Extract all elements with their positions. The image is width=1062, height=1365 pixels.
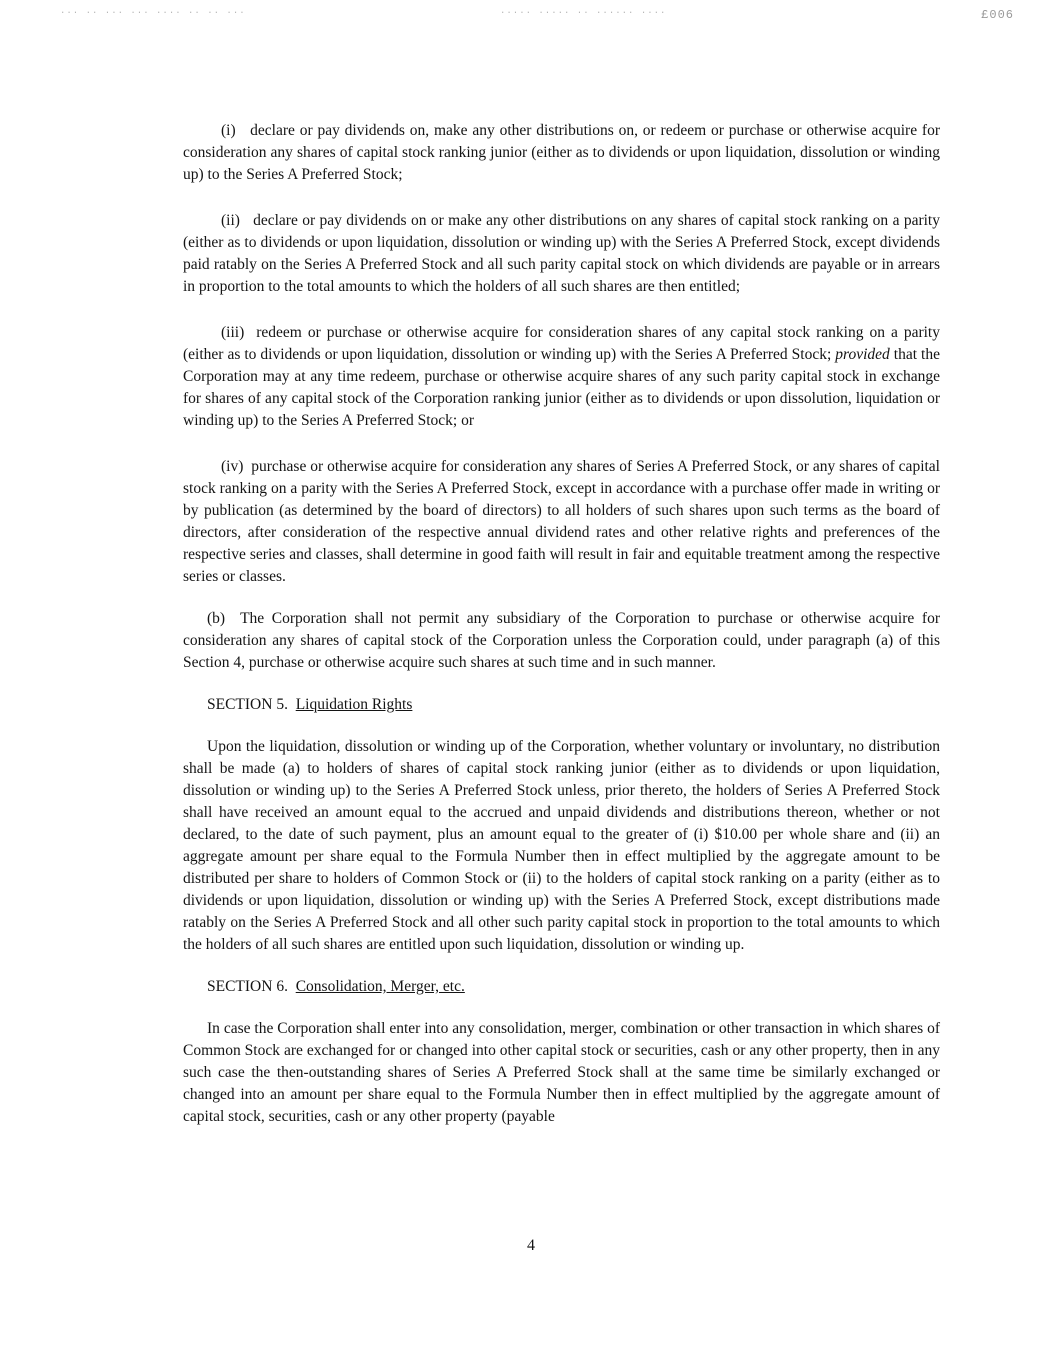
section-6-heading xyxy=(183,976,940,998)
section-6-body: In case the Corporation shall enter into any consolidation, merger, combination or other transaction in which shares of Common Stock are exchanged for or changed into other capital stock or securities, cash or any other property, then in any such case the then-outstanding shares of Series A Preferred Stock shall at the same time be similarly exchanged or changed into an amount per share equal to the Formula Number then in effect multiplied by the aggregate amount of capital stock, securities, cash or any other property (payable xyxy=(183,1020,940,1125)
clause-iii xyxy=(183,322,940,432)
section-6-label: SECTION 6. xyxy=(207,978,296,995)
clause-i: (i) declare or pay dividends on, make any other distributions on, or redeem or purchase or otherwise acquire for consideration any shares of capital stock ranking junior (either as to dividends or upon liquidation, dissolution or winding up) to the Series A Preferred Stock; xyxy=(183,122,940,183)
document-page xyxy=(183,120,940,1128)
section-5-label: SECTION 5. xyxy=(207,696,296,713)
clause-iii-provided: provided xyxy=(835,346,890,363)
clause-iv: (iv) purchase or otherwise acquire for consideration any shares of Series A Preferred Stock, or any shares of capital stock ranking on a parity with the Series A Preferred Stock, except in accordance with a purchase offer made in writing or by publication (as determined by the board of directors) to all holders of such shares upon such terms as the board of directors, after consideration of the respective annual dividend rates and other relative rights and preferences of the respective series and classes, shall determine in good faith will result in fair and equitable treatment among the respective series or classes. xyxy=(183,458,940,585)
clause-ii: (ii) declare or pay dividends on or make any other distributions on any shares of capital stock ranking on a parity (either as to dividends or upon liquidation, dissolution or winding up) with the Series A Preferred Stock, except dividends paid ratably on the Series A Preferred Stock and all such parity capital stock on which dividends are payable or in arrears in proportion to the total amounts to which the holders of all such shares are then entitled; xyxy=(183,212,940,295)
section-5-heading xyxy=(183,694,940,716)
clause-iii-text-after: that the Corporation may at any time redeem, purchase or otherwise acquire shares of any such parity capital stock in exchange for shares of any capital stock of the Corporation ranking junior (either as to dividends or upon dissolution, liquidation or winding up) to the Series A Preferred Stock; or xyxy=(183,346,940,429)
section-5-body: Upon the liquidation, dissolution or winding up of the Corporation, whether voluntary or involuntary, no distribution shall be made (a) to holders of shares of capital stock ranking junior (either as to dividends or upon liquidation, dissolution or winding up) to the Series A Preferred Stock unless, prior thereto, the holders of Series A Preferred Stock shall have received an amount equal to the accrued and unpaid dividends and distributions thereon, whether or not declared, to the date of such payment, plus an amount equal to the greater of (i) $10.00 per whole share and (ii) an aggregate amount per share equal to the Formula Number then in effect multiplied by the aggregate amount to be distributed per share to holders of Common Stock or (ii) to the holders of capital stock ranking on a parity (either as to dividends or upon liquidation, dissolution or winding up) with the Series A Preferred Stock, except distributions made ratably on the Series A Preferred Stock and all other such parity capital stock in proportion to the total amounts to which the holders of all such shares are entitled upon such liquidation, dissolution or winding up. xyxy=(183,738,940,953)
section-5-title: Liquidation Rights xyxy=(295,696,413,713)
fax-header xyxy=(60,8,1014,26)
clause-b: (b) The Corporation shall not permit any subsidiary of the Corporation to purchase or otherwise acquire for consideration any shares of capital stock of the Corporation unless the Corporation could, under paragraph (a) of this Section 4, purchase or otherwise acquire such shares at such time and in such manner. xyxy=(183,610,940,671)
fax-header-left: ··· ·· ··· ··· ···· ·· ·· ··· xyxy=(60,8,246,18)
fax-page-code: £006 xyxy=(981,8,1014,22)
page-number: 4 xyxy=(527,1237,535,1254)
clause-iii-text-before: (iii) redeem or purchase or otherwise acquire for consideration shares of any capital stock ranking on a parity (either as to dividends or upon liquidation, dissolution or winding up) with the Series A Preferred Stock; xyxy=(183,324,940,363)
fax-header-center: ····· ····· ·· ······ ···· xyxy=(500,8,667,18)
section-6-title: Consolidation, Merger, etc. xyxy=(295,978,465,995)
